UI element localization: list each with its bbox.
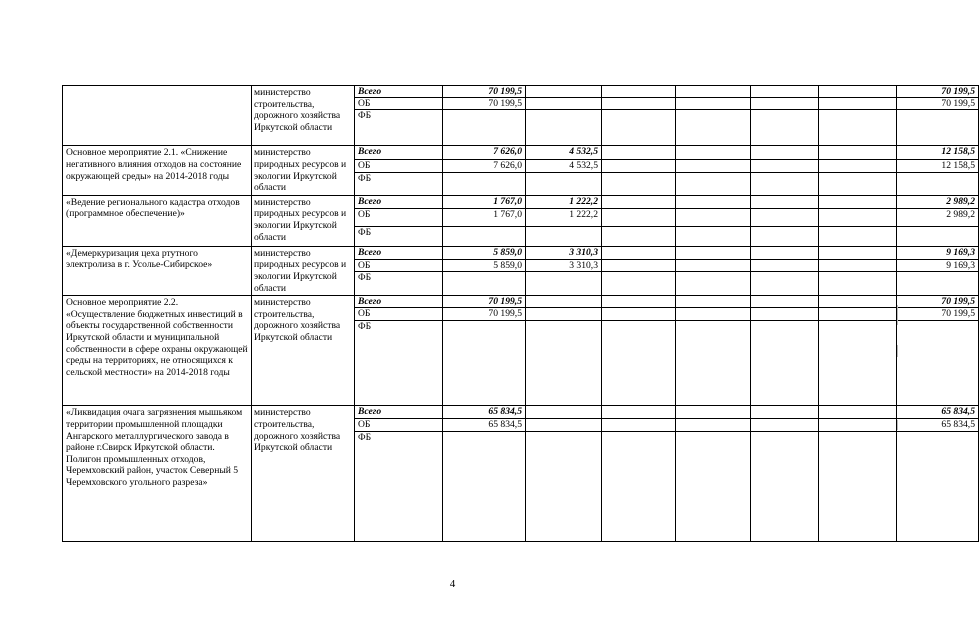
year-amount-cell [819,432,897,542]
year-amount-cell [819,406,897,419]
year-amount-cell [819,272,897,296]
year-amount-cell [526,98,602,110]
executor-cell: министерство природных ресурсов и экологии Иркутской области [252,195,355,246]
funding-source-cell: ОБ [355,159,443,172]
year-amount-cell [819,246,897,259]
table-row [63,195,979,208]
year-amount-cell: 4 532,5 [526,146,602,159]
year-amount-cell [676,159,751,172]
year-amount-cell: 65 834,5 [443,406,526,419]
funding-source-cell: Всего [355,146,443,159]
year-amount-cell [602,308,676,321]
year-amount-cell: 70 199,5 [443,296,526,308]
year-amount-cell: 3 310,3 [526,246,602,259]
year-amount-cell [751,110,819,146]
year-amount-cell [751,246,819,259]
year-amount-cell [602,419,676,432]
task-name-cell: Основное мероприятие 2.2. «Осуществление бюджетных инвестиций в объекты государственной собственности Иркутской области и муниципальной собственности в сфере охраны окружающей среды на территориях, не относящихся к сельской местности» на 2014-2018 годы [63,296,252,406]
task-name-cell [63,86,252,146]
year-amount-cell [819,208,897,226]
year-amount-cell [443,272,526,296]
year-amount-cell [602,272,676,296]
table-row [63,86,979,98]
total-amount-cell [897,272,979,296]
year-amount-cell [819,173,897,196]
year-amount-cell [676,146,751,159]
year-amount-cell [751,419,819,432]
year-amount-cell [602,195,676,208]
year-amount-cell [676,259,751,271]
year-amount-cell [602,321,676,406]
year-amount-cell [526,432,602,542]
total-amount-cell [897,226,979,246]
total-amount-cell: 9 169,3 [897,246,979,259]
year-amount-cell: 1 767,0 [443,208,526,226]
year-amount-cell [602,159,676,172]
funding-source-cell: Всего [355,296,443,308]
year-amount-cell: 1 767,0 [443,195,526,208]
year-amount-cell [751,308,819,321]
total-amount-cell [897,432,979,542]
task-name-cell: «Ведение регионального кадастра отходов (программное обеспечение)» [63,195,252,246]
year-amount-cell: 4 532,5 [526,159,602,172]
year-amount-cell [602,246,676,259]
funding-source-cell: ОБ [355,419,443,432]
total-amount-cell: 70 199,5 [897,296,979,308]
task-name-cell: «Демеркуризация цеха ртутного электролиза в г. Усолье-Сибирское» [63,246,252,295]
year-amount-cell: 7 626,0 [443,146,526,159]
year-amount-cell [819,98,897,110]
year-amount-cell [676,110,751,146]
total-amount-cell [897,173,979,196]
year-amount-cell [443,110,526,146]
year-amount-cell [751,98,819,110]
year-amount-cell: 70 199,5 [443,98,526,110]
year-amount-cell [676,195,751,208]
year-amount-cell [602,259,676,271]
year-amount-cell [602,432,676,542]
year-amount-cell [602,86,676,98]
year-amount-cell [819,259,897,271]
funding-source-cell: ФБ [355,226,443,246]
year-amount-cell [676,173,751,196]
year-amount-cell [751,159,819,172]
edge-mark [897,305,898,325]
executor-cell: министерство природных ресурсов и экологии Иркутской области [252,246,355,295]
executor-cell: министерство строительства, дорожного хозяйства Иркутской области [252,296,355,406]
year-amount-cell: 65 834,5 [443,419,526,432]
year-amount-cell: 1 222,2 [526,208,602,226]
year-amount-cell [443,321,526,406]
year-amount-cell [443,432,526,542]
year-amount-cell [819,110,897,146]
year-amount-cell [676,419,751,432]
funding-source-cell: ОБ [355,308,443,321]
year-amount-cell [751,146,819,159]
year-amount-cell: 5 859,0 [443,259,526,271]
year-amount-cell [819,296,897,308]
funding-source-cell: ФБ [355,173,443,196]
year-amount-cell [819,195,897,208]
funding-source-cell: ФБ [355,272,443,296]
edge-mark [897,420,898,430]
year-amount-cell [602,406,676,419]
year-amount-cell [751,321,819,406]
table-row [63,246,979,259]
table-row [63,406,979,419]
year-amount-cell: 1 222,2 [526,195,602,208]
funding-source-cell: ОБ [355,259,443,271]
total-amount-cell: 70 199,5 [897,308,979,321]
year-amount-cell [676,321,751,406]
year-amount-cell [751,208,819,226]
task-name-cell: «Ликвидация очага загрязнения мышьяком территории промышленной площадки Ангарского металлургического завода в районе г.Свирск Иркутской области. Полигон промышленных отходов, Черемховский район, участок Северный 5 Черемховского угольного разреза» [63,406,252,542]
year-amount-cell [819,308,897,321]
year-amount-cell [443,173,526,196]
page-number: 4 [449,578,456,590]
year-amount-cell [819,146,897,159]
total-amount-cell: 65 834,5 [897,406,979,419]
year-amount-cell [676,308,751,321]
funding-source-cell: ФБ [355,110,443,146]
total-amount-cell: 65 834,5 [897,419,979,432]
year-amount-cell [676,246,751,259]
task-name-cell: Основное мероприятие 2.1. «Снижение негативного влияния отходов на состояние окружающей среды» на 2014-2018 годы [63,146,252,195]
funding-source-cell: ОБ [355,98,443,110]
year-amount-cell [602,208,676,226]
year-amount-cell [819,86,897,98]
year-amount-cell [526,296,602,308]
budget-table [62,85,979,542]
funding-source-cell: Всего [355,246,443,259]
year-amount-cell [526,110,602,146]
year-amount-cell [526,86,602,98]
year-amount-cell [676,272,751,296]
total-amount-cell: 12 158,5 [897,159,979,172]
year-amount-cell [602,146,676,159]
executor-cell: министерство природных ресурсов и экологии Иркутской области [252,146,355,195]
year-amount-cell [602,296,676,308]
year-amount-cell [751,406,819,419]
year-amount-cell [526,272,602,296]
year-amount-cell [602,98,676,110]
funding-source-cell: Всего [355,86,443,98]
total-amount-cell [897,110,979,146]
total-amount-cell [897,321,979,406]
year-amount-cell [676,226,751,246]
year-amount-cell [602,226,676,246]
year-amount-cell [526,406,602,419]
year-amount-cell [526,173,602,196]
funding-source-cell: Всего [355,406,443,419]
executor-cell: министерство строительства, дорожного хозяйства Иркутской области [252,406,355,542]
year-amount-cell: 70 199,5 [443,86,526,98]
year-amount-cell [751,272,819,296]
funding-source-cell: ФБ [355,321,443,406]
year-amount-cell [526,226,602,246]
year-amount-cell [443,226,526,246]
year-amount-cell: 3 310,3 [526,259,602,271]
total-amount-cell: 2 989,2 [897,195,979,208]
executor-cell: министерство строительства, дорожного хозяйства Иркутской области [252,86,355,146]
year-amount-cell [819,226,897,246]
funding-source-cell: Всего [355,195,443,208]
year-amount-cell [526,308,602,321]
year-amount-cell [819,159,897,172]
year-amount-cell [751,432,819,542]
year-amount-cell [602,110,676,146]
year-amount-cell [751,86,819,98]
year-amount-cell: 7 626,0 [443,159,526,172]
total-amount-cell: 9 169,3 [897,259,979,271]
year-amount-cell [751,173,819,196]
edge-mark [897,345,898,357]
year-amount-cell: 70 199,5 [443,308,526,321]
year-amount-cell [676,406,751,419]
year-amount-cell [819,321,897,406]
year-amount-cell [819,419,897,432]
year-amount-cell [676,208,751,226]
funding-source-cell: ФБ [355,432,443,542]
year-amount-cell [676,296,751,308]
year-amount-cell [751,296,819,308]
year-amount-cell [676,86,751,98]
total-amount-cell: 70 199,5 [897,86,979,98]
year-amount-cell [526,419,602,432]
year-amount-cell [676,432,751,542]
total-amount-cell: 70 199,5 [897,98,979,110]
year-amount-cell [526,321,602,406]
year-amount-cell [751,226,819,246]
funding-source-cell: ОБ [355,208,443,226]
year-amount-cell [751,195,819,208]
year-amount-cell [751,259,819,271]
year-amount-cell [676,98,751,110]
table-row [63,296,979,308]
table-row [63,146,979,159]
year-amount-cell [602,173,676,196]
total-amount-cell: 12 158,5 [897,146,979,159]
year-amount-cell: 5 859,0 [443,246,526,259]
total-amount-cell: 2 989,2 [897,208,979,226]
